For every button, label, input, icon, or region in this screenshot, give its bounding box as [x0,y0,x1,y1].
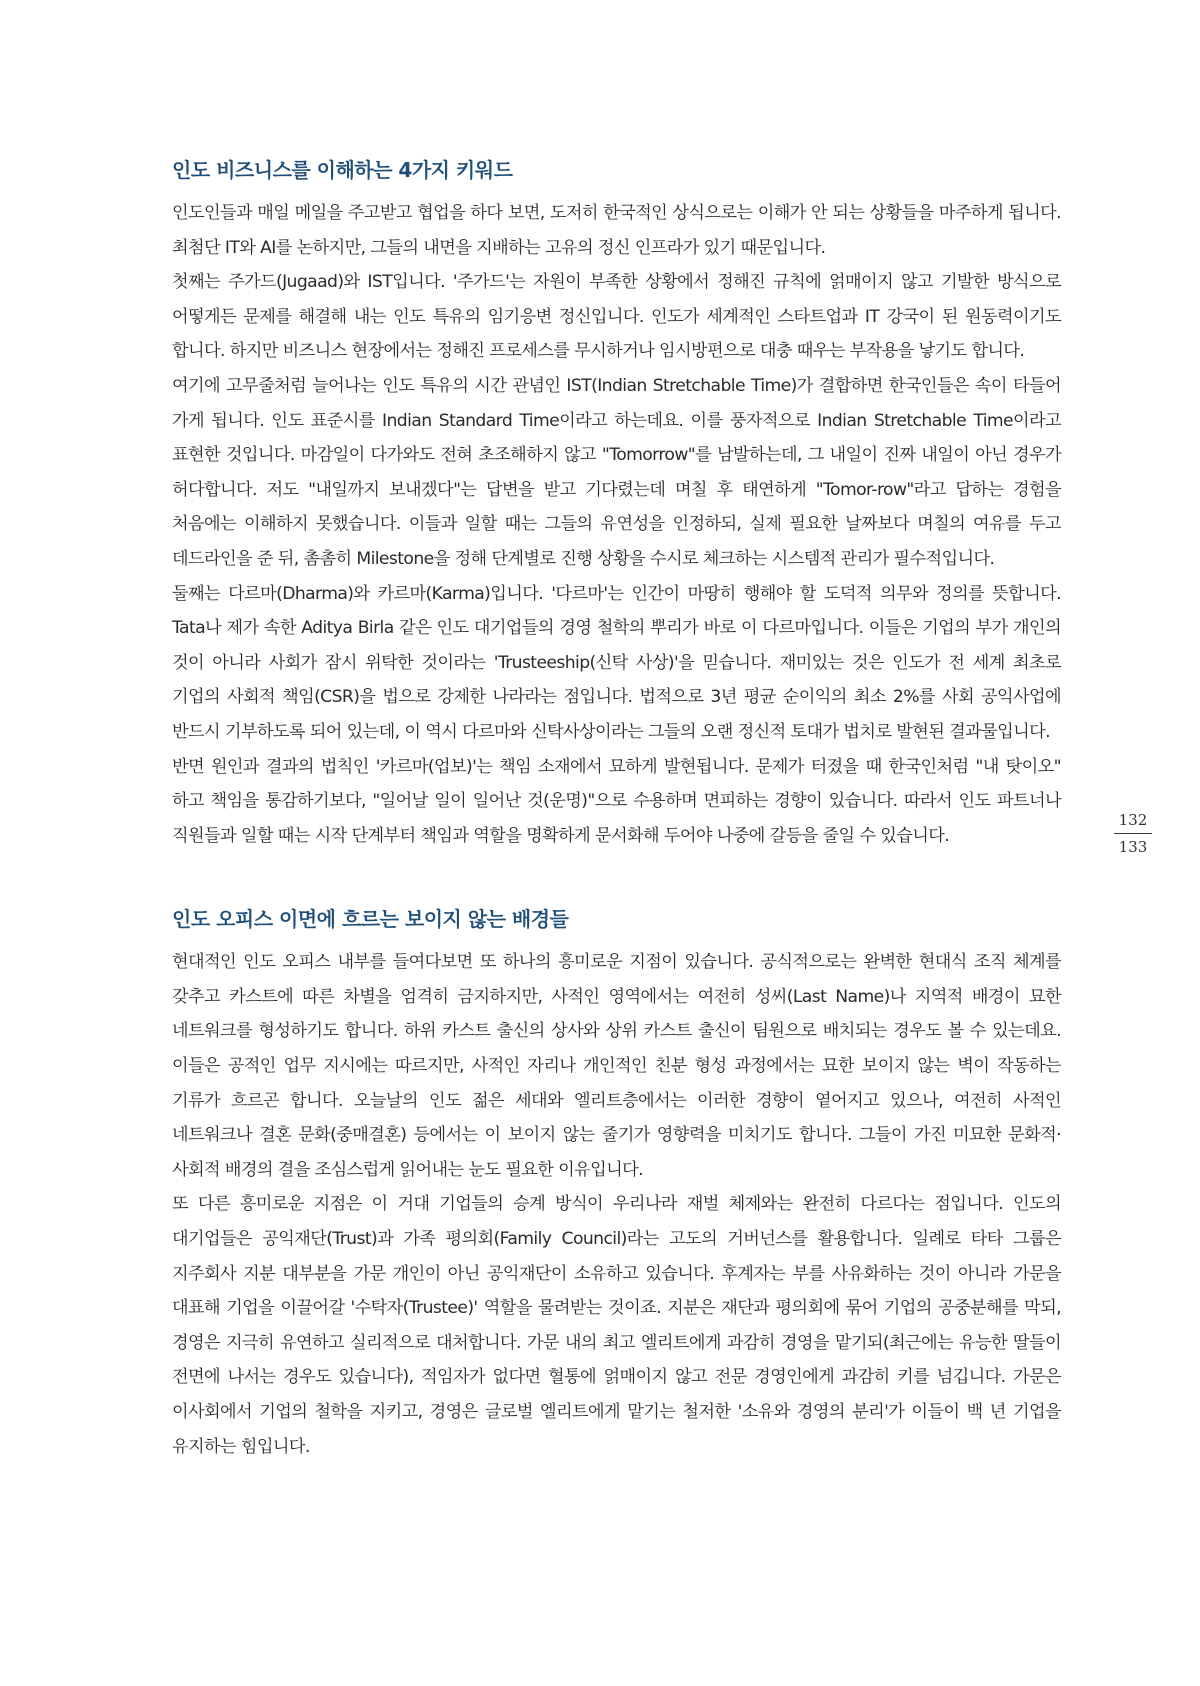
paragraph: 둘째는 다르마(Dharma)와 카르마(Karma)입니다. '다르마'는 인간이 마땅히 행해야 할 도덕적 의무와 정의를 뜻합니다. Tata나 제가 속한 Aditya Birla 같은 인도 대기업들의 경영 철학의 뿌리가 바로 이 다르마입니다. 이들은 기업의 부가 개인의 것이 아니라 사회가 잠시 위탁한 것이라는 'Trusteeship(신탁 사상)'을 믿습니다. 재미있는 것은 인도가 전 세계 최초로 기업의 사회적 책임(CSR)을 법으로 강제한 나라라는 점입니다. 법적으로 3년 평균 순이익의 최소 2%를 사회 공익사업에 반드시 기부하도록 되어 있는데, 이 역시 다르마와 신탁사상이라는 그들의 오랜 정신적 토대가 법치로 발현된 결과물입니다. [172,583,1062,742]
page-number-right: 133 [1118,838,1148,856]
paragraph: 인도인들과 매일 메일을 주고받고 협업을 하다 보면, 도저히 한국적인 상식으로는 이해가 안 되는 상황들을 마주하게 됩니다. 최첨단 IT와 AI를 논하지만, 그들의 내면을 지배하는 고유의 정신 인프라가 있기 때문입니다. [172,203,1061,258]
section-title: 인도 비즈니스를 이해하는 4가지 키워드 [172,158,513,182]
section-india-office-background [172,899,1061,1464]
paragraph: 현대적인 인도 오피스 내부를 들여다보면 또 하나의 흥미로운 지점이 있습니다. 공식적으로는 완벽한 현대식 조직 체계를 갖추고 카스트에 따른 차별을 엄격히 금지하지만, 사적인 영역에서는 여전히 성씨(Last Name)나 지역적 배경이 묘한 네트워크를 형성하기도 합니다. 하위 카스트 출신의 상사와 상위 카스트 출신이 팀원으로 배치되는 경우도 볼 수 있는데요. 이들은 공적인 업무 지시에는 따르지만, 사적인 자리나 개인적인 친분 형성 과정에서는 묘한 보이지 않는 벽이 작동하는 기류가 흐르곤 합니다. 오늘날의 인도 젊은 세대와 엘리트층에서는 이러한 경향이 옅어지고 있으나, 여전히 사적인 네트워크나 결혼 문화(중매결혼) 등에서는 이 보이지 않는 줄기가 영향력을 미치기도 합니다. 그들이 가진 미묘한 문화적·사회적 배경의 결을 조심스럽게 읽어내는 눈도 필요한 이유입니다. [172,952,1061,1180]
page-number-divider [1114,833,1152,834]
section-title: 인도 오피스 이면에 흐르는 보이지 않는 배경들 [172,907,569,932]
paragraph: 첫째는 주가드(Jugaad)와 IST입니다. '주가드'는 자원이 부족한 상황에서 정해진 규칙에 얽매이지 않고 기발한 방식으로 어떻게든 문제를 해결해 내는 인도 특유의 임기응변 정신입니다. 인도가 세계적인 스타트업과 IT 강국이 된 원동력이기도 합니다. 하지만 비즈니스 현장에서는 정해진 프로세스를 무시하거나 임시방편으로 대충 때우는 부작용을 낳기도 합니다. [172,272,1061,362]
page-number-left: 132 [1118,811,1148,829]
paragraph: 또 다른 흥미로운 지점은 이 거대 기업들의 승계 방식이 우리나라 재벌 체제와는 완전히 다르다는 점입니다. 인도의 대기업들은 공익재단(Trust)과 가족 평의회(Family Council)라는 고도의 거버넌스를 활용합니다. 일례로 타타 그룹은 지주회사 지분 대부분을 가문 개인이 아닌 공익재단이 소유하고 있습니다. 후계자는 부를 사유화하는 것이 아니라 가문을 대표해 기업을 이끌어갈 '수탁자(Trustee)' 역할을 물려받는 것이죠. 지분은 재단과 평의회에 묶어 기업의 공중분해를 막되, 경영은 지극히 유연하고 실리적으로 대처합니다. 가문 내의 최고 엘리트에게 과감히 경영을 맡기되(최근에는 유능한 딸들이 전면에 나서는 경우도 있습니다), 적임자가 없다면 혈통에 얽매이지 않고 전문 경영인에게 과감히 키를 넘깁니다. 가문은 이사회에서 기업의 철학을 지키고, 경영은 글로벌 엘리트에게 맡기는 철저한 '소유와 경영의 분리'가 이들이 백 년 기업을 유지하는 힘입니다. [172,1194,1061,1457]
article-body [172,150,1061,1464]
paragraph: 여기에 고무줄처럼 늘어나는 인도 특유의 시간 관념인 IST(Indian Stretchable Time)가 결합하면 한국인들은 속이 타들어 가게 됩니다. 인도 표준시를 Indian Standard Time이라고 하는데요. 이를 풍자적으로 Indian Stretchable Time이라고 표현한 것입니다. 마감일이 다가와도 전혀 초조해하지 않고 "Tomorrow"를 남발하는데, 그 내일이 진짜 내일이 아닌 경우가 허다합니다. 저도 "내일까지 보내겠다"는 답변을 받고 기다렸는데 며칠 후 태연하게 "Tomor-row"라고 답하는 경험을 처음에는 이해하지 못했습니다. 이들과 일할 때는 그들의 유연성을 인정하되, 실제 필요한 날짜보다 며칠의 여유를 두고 데드라인을 준 뒤, 촘촘히 Milestone을 정해 단계별로 진행 상황을 수시로 체크하는 시스템적 관리가 필수적입니다. [172,375,1061,569]
section-india-business-keywords [172,150,1061,853]
paragraph: 반면 원인과 결과의 법칙인 '카르마(업보)'는 책임 소재에서 묘하게 발현됩니다. 문제가 터졌을 때 한국인처럼 "내 탓이오" 하고 책임을 통감하기보다, "일어날 일이 일어난 것(운명)"으로 수용하며 면피하는 경향이 있습니다. 따라서 인도 파트너나 직원들과 일할 때는 시작 단계부터 책임과 역할을 명확하게 문서화해 두어야 나중에 갈등을 줄일 수 있습니다. [172,756,1061,846]
page-number-marker [1114,810,1152,857]
